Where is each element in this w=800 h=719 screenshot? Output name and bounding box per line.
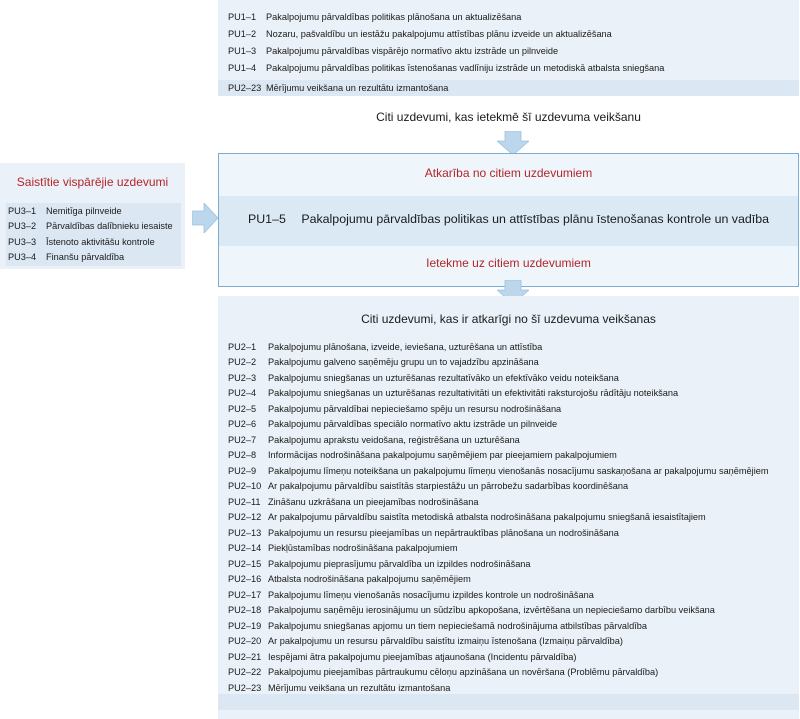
related-general-tasks-list [8,203,173,265]
task-code: PU2–12 [228,512,262,523]
task-text: Ar pakalpojumu un resursu pārvaldību saistītu izmaiņu īstenošana (Izmaiņu pārvaldība) [268,636,623,647]
task-text: Pakalpojumu pārvaldības politikas īstenošanas vadlīniju izstrāde un metodiskā atbalsta sniegšana [266,62,665,73]
impact-label: Ietekme uz citiem uzdevumiem [426,256,591,270]
task-item [228,80,448,96]
task-item [228,479,769,495]
right-arrow-icon [192,203,218,233]
task-text: Pakalpojumu pārvaldības vispārējo normatīvo aktu izstrāde un pilnveide [266,45,559,56]
related-general-tasks-title: Saistītie vispārējie uzdevumi [16,175,169,189]
task-item [228,42,788,59]
task-text: Pakalpojumu pieejamības pārtraukumu cēloņu apzināšana un novēršana (Problēmu pārvaldība) [268,667,659,678]
task-code: PU2–9 [228,465,257,476]
top-caption: Citi uzdevumi, kas ietekmē šī uzdevuma veikšanu [376,110,641,124]
task-text: Zināšanu uzkrāšana un pieejamības nodrošināšana [268,496,479,507]
task-text: Pakalpojumu pārvaldības politikas plānošana un aktualizēšana [266,11,522,22]
task-text: Nozaru, pašvaldību un iestāžu pakalpojumu attīstības plānu izveide un aktualizēšana [266,28,612,39]
dependent-tasks-list [228,339,769,696]
task-text: Pakalpojumu aprakstu veidošana, reģistrēšana un uzturēšana [268,434,520,445]
task-text: Īstenoto aktivitāšu kontrole [46,236,155,247]
task-item [228,401,769,417]
task-item [228,603,769,619]
task-item [228,541,769,557]
task-text: Ar pakalpojumu pārvaldību saistītās starpiestāžu un pārrobežu sadarbības koordinēšana [268,481,629,492]
task-code: PU2–19 [228,620,262,631]
task-code: PU2–18 [228,605,262,616]
task-code: PU3–2 [8,221,37,232]
task-item [228,59,788,76]
task-code: PU2–21 [228,651,262,662]
task-text: Mērījumu veikšana un rezultātu izmantošana [268,682,451,693]
task-item [228,665,769,681]
central-task-box [218,153,799,287]
task-code: PU2–4 [228,388,257,399]
task-item [228,432,769,448]
task-item [228,556,769,572]
task-text: Pakalpojumu sniegšanas un uzturēšanas rezultatīvāko un efektīvāko veidu noteikšana [268,372,619,383]
task-item [228,355,769,371]
task-text: Iespējami ātra pakalpojumu pieejamības atjaunošana (Incidentu pārvaldība) [268,651,577,662]
task-code: PU2–23 [228,83,262,93]
task-text: Pakalpojumu galveno saņēmēju grupu un to vajadzību apzināšana [268,357,539,368]
task-item [228,8,788,25]
task-code: PU2–11 [228,496,261,507]
general-task-item [8,250,173,266]
task-text: Finanšu pārvaldība [46,252,125,263]
task-item [228,587,769,603]
task-code: PU2–15 [228,558,262,569]
task-code: PU2–6 [228,419,257,430]
task-item [228,680,769,696]
task-text: Pakalpojumu pārvaldībai nepieciešamo spēju un resursu nodrošināšana [268,403,562,414]
task-code: PU2–1 [228,341,257,352]
task-text: Pakalpojumu sniegšanas un uzturēšanas rezultativitāti un efektivitāti raksturojošu rādītāju noteikšana [268,388,679,399]
general-task-item [8,203,173,219]
task-code: PU2–16 [228,574,262,585]
task-code: PU1–2 [228,28,257,39]
task-item [228,634,769,650]
task-code: PU2–17 [228,589,262,600]
task-text: Pakalpojumu pārvaldības speciālo normatīvo aktu izstrāde un pilnveide [268,419,558,430]
top-tasks-list [228,8,788,76]
dependent-tasks-last-row-bg [218,694,799,710]
task-code: PU2–13 [228,527,262,538]
task-text: Pakalpojumu līmeņu vienošanās nosacījumu izpildes kontrole un nodrošināšana [268,589,594,600]
task-text: Informācijas nodrošināšana pakalpojumu saņēmējiem par pieejamiem pakalpojumiem [268,450,617,461]
task-item [228,370,769,386]
task-code: PU3–1 [8,205,37,216]
central-task-code: PU1–5 [247,212,286,226]
task-code: PU2–3 [228,372,257,383]
task-text: Pakalpojumu un resursu pieejamības un nepārtrauktības plānošana un nodrošināšana [268,527,619,538]
task-text: Pakalpojumu līmeņu noteikšana un pakalpojumu līmeņu vienošanās nosacījumu saskaņošana ar pakalpojumu saņēmējiem [268,465,769,476]
task-item [228,525,769,541]
task-item [228,339,769,355]
task-code: PU2–2 [228,357,257,368]
task-text: Nemitīga pilnveide [46,205,122,216]
task-text: Pakalpojumu saņēmēju ierosinājumu un sūdzību apkopošana, izvērtēšana un nepieciešamo darbību veikšana [268,605,715,616]
task-code: PU2–8 [228,450,257,461]
task-code: PU2–10 [228,481,262,492]
general-task-item [8,234,173,250]
task-item [228,448,769,464]
task-code: PU2–22 [228,667,262,678]
task-text: Pakalpojumu pieprasījumu pārvaldība un izpildes nodrošināšana [268,558,531,569]
task-item [228,510,769,526]
task-item [228,25,788,42]
top-extra-list [228,80,448,96]
task-item [228,618,769,634]
task-item [228,494,769,510]
dependency-label: Atkarība no citiem uzdevumiem [424,166,593,180]
task-code: PU1–1 [228,11,257,22]
central-task [219,212,798,226]
task-item [228,417,769,433]
task-code: PU3–3 [8,236,37,247]
bottom-caption: Citi uzdevumi, kas ir atkarīgi no šī uzdevuma veikšanas [361,312,656,326]
task-code: PU2–7 [228,434,257,445]
task-code: PU1–4 [228,62,257,73]
task-code: PU2–5 [228,403,257,414]
task-text: Atbalsta nodrošināšana pakalpojumu saņēmējiem [268,574,471,585]
task-text: Mērījumu veikšana un rezultātu izmantošana [266,83,449,93]
task-item [228,463,769,479]
task-code: PU2–20 [228,636,262,647]
task-code: PU3–4 [8,252,37,263]
down-arrow-icon [497,131,529,155]
task-text: Piekļūstamības nodrošināšana pakalpojumiem [268,543,458,554]
task-code: PU2–23 [228,682,262,693]
task-text: Pakalpojumu sniegšanas apjomu un tiem nepieciešamā nodrošinājuma atbilstības pārvaldība [268,620,647,631]
task-item [228,649,769,665]
general-task-item [8,219,173,235]
task-text: Pakalpojumu plānošana, izveide, ieviešana, uzturēšana un attīstība [268,341,543,352]
central-task-text: Pakalpojumu pārvaldības politikas un attīstības plānu īstenošanas kontrole un vadība [301,212,770,226]
task-code: PU1–3 [228,45,257,56]
task-item [228,386,769,402]
task-code: PU2–14 [228,543,262,554]
task-text: Pārvaldības dalībnieku iesaiste [46,221,173,232]
task-text: Ar pakalpojumu pārvaldību saistīta metodiskā atbalsta nodrošināšana pakalpojumu sniegšanā iesaistītajiem [268,512,706,523]
task-item [228,572,769,588]
